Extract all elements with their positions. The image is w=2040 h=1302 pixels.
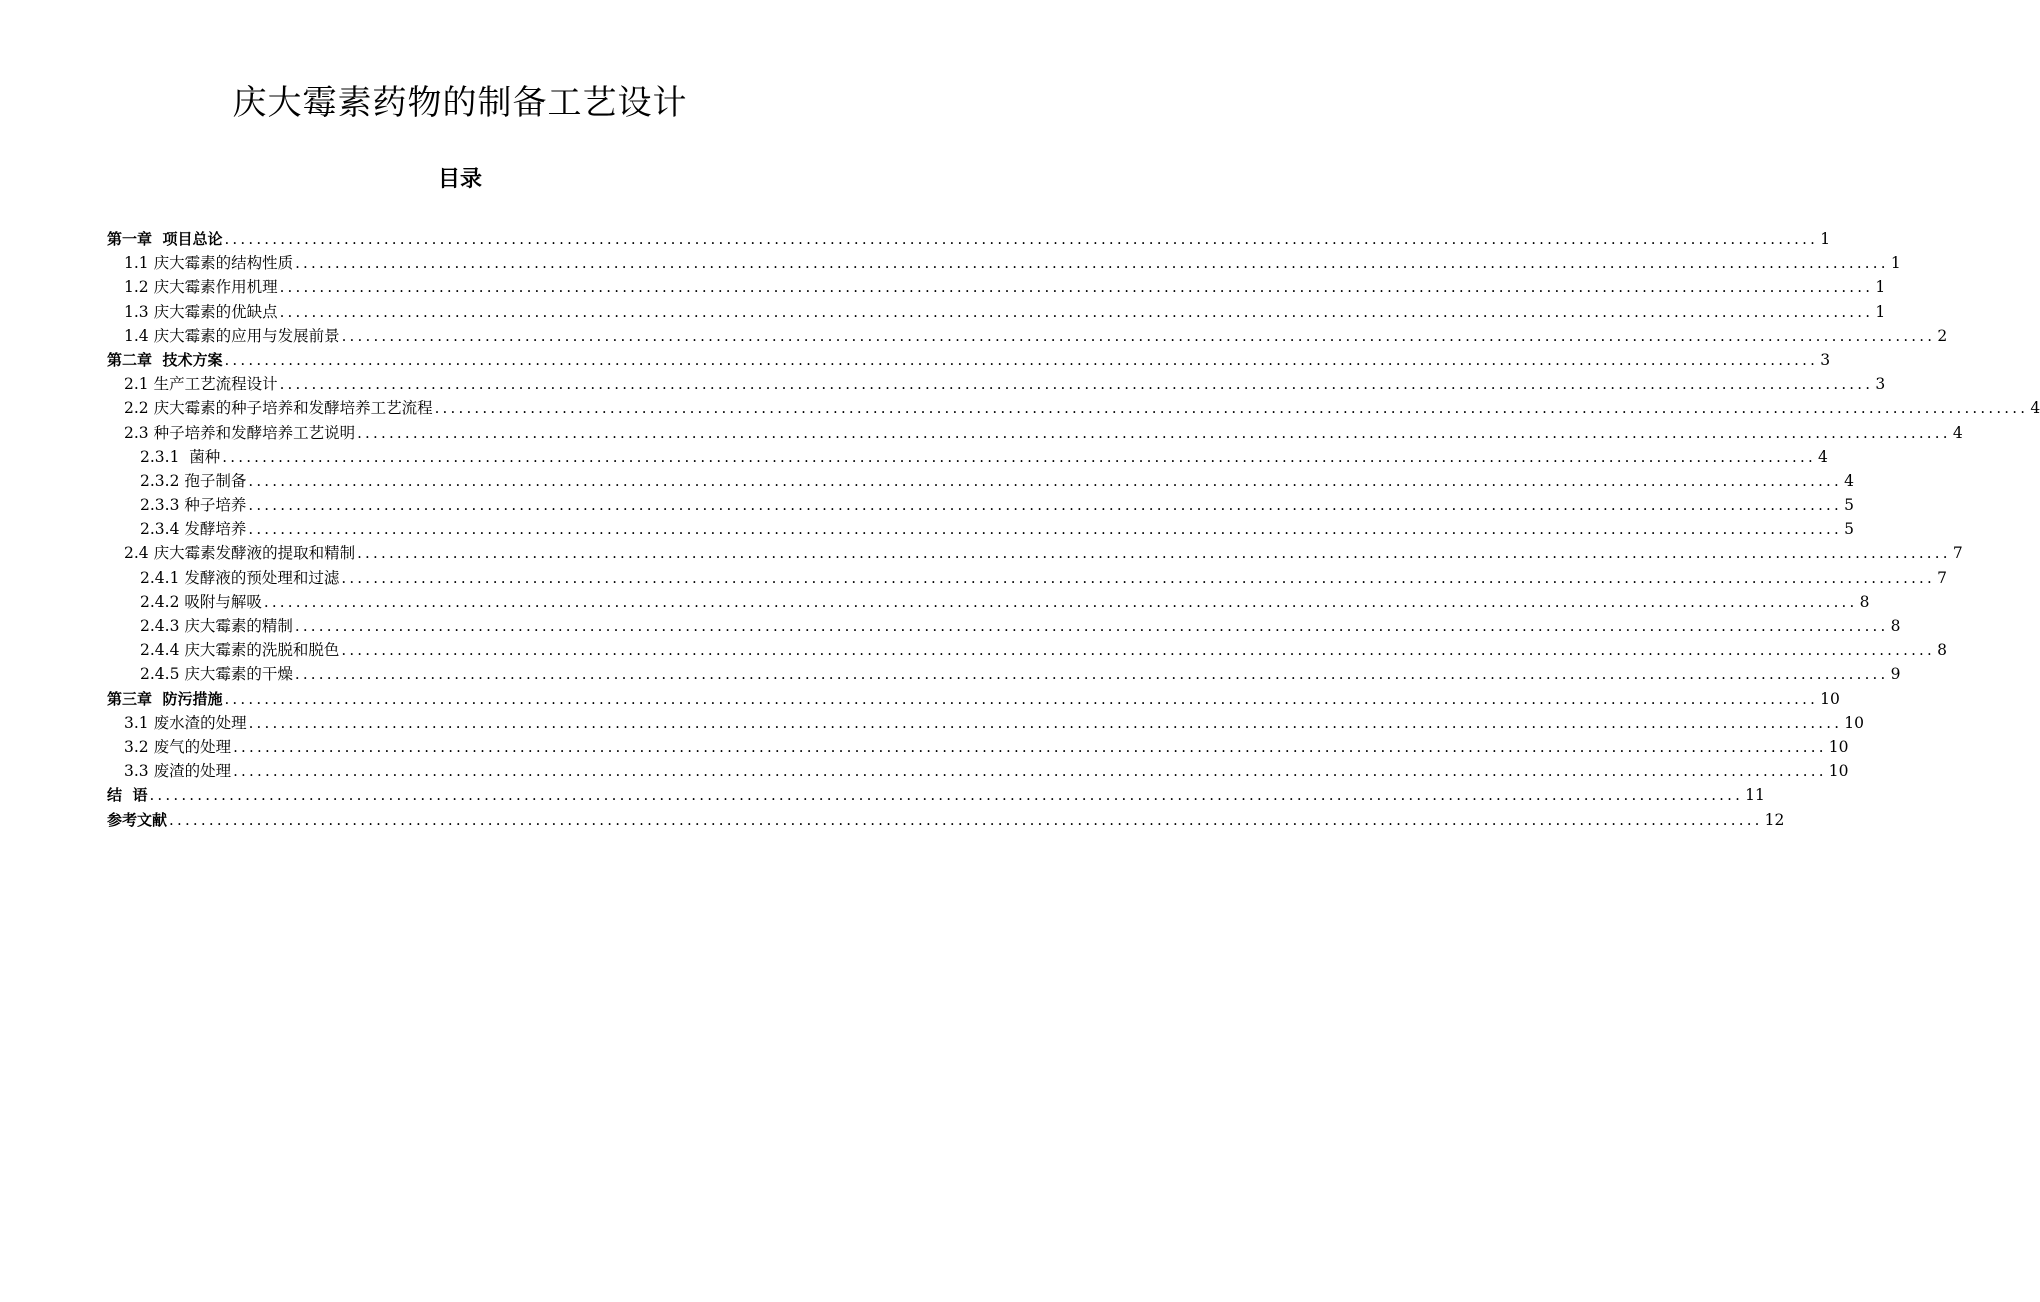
toc-leader-dots: ........................................................................................................................................................................................................ [224,230,1819,248]
toc-page-number: 4 [1818,447,1828,466]
toc-entry-label: 第三章 防污措施 [107,689,223,708]
toc-entry-label: 1.4 庆大霉素的应用与发展前景 [124,326,340,345]
toc-subsection-entry[interactable] [107,493,1854,517]
toc-page-number: 1 [1875,302,1886,321]
toc-page-number: 1 [1890,254,1901,273]
toc-leader-dots: ........................................................................................................................................................................................................ [233,737,1827,756]
toc-section-entry[interactable] [107,275,1886,299]
toc-subsection-entry[interactable] [107,517,1854,541]
toc-page-number: 1 [1820,230,1831,248]
toc-section-entry[interactable] [107,300,1886,324]
toc-page-number: 5 [1844,520,1854,539]
toc-entry-label: 结 语 [107,786,148,805]
toc-page-number: 8 [1937,641,1947,660]
toc-page-number: 7 [1937,568,1947,587]
toc-entry-label: 2.3.1 菌种 [140,447,221,466]
toc-leader-dots: ........................................................................................................................................................................................................ [341,326,1936,345]
toc-chapter-entry[interactable] [107,808,1785,832]
toc-leader-dots: ........................................................................................................................................................................................................ [357,544,1951,563]
toc-leader-dots: ........................................................................................................................................................................................................ [279,278,1874,297]
toc-entry-label: 2.4.3 庆大霉素的精制 [140,617,293,635]
toc-leader-dots: ........................................................................................................................................................................................................ [248,713,1843,732]
toc-entry-label: 3.2 废气的处理 [124,737,232,756]
toc-entry-label: 1.2 庆大霉素作用机理 [124,278,278,297]
toc-chapter-entry[interactable] [107,783,1765,807]
toc-page-number: 1 [1875,278,1886,297]
toc-entry-label: 3.3 废渣的处理 [124,762,232,781]
toc-page-number: 3 [1875,375,1886,394]
toc-entry-label: 3.1 废水渣的处理 [124,713,247,732]
toc-page-number: 10 [1844,713,1864,732]
toc-subsection-entry[interactable] [107,638,1947,662]
toc-heading: 目录 [437,167,482,192]
toc-leader-dots: ........................................................................................................................................................................................................ [233,762,1827,781]
toc-section-entry[interactable] [107,251,1901,275]
toc-entry-label: 2.4.1 发酵液的预处理和过滤 [140,568,340,587]
toc-leader-dots: ........................................................................................................................................................................................................ [224,350,1819,369]
toc-leader-dots: ........................................................................................................................................................................................................ [294,665,1889,684]
table-of-contents [107,227,2040,832]
toc-subsection-entry[interactable] [107,469,1854,493]
toc-leader-dots: ........................................................................................................................................................................................................ [434,399,2029,418]
toc-entry-label: 2.4.4 庆大霉素的洗脱和脱色 [140,641,340,660]
toc-section-entry[interactable] [107,396,2040,420]
toc-leader-dots: ........................................................................................................................................................................................................ [224,689,1819,708]
toc-leader-dots: ........................................................................................................................................................................................................ [149,786,1744,805]
toc-leader-dots: ........................................................................................................................................................................................................ [357,423,1951,442]
toc-leader-dots: ........................................................................................................................................................................................................ [295,254,1889,273]
toc-entry-label: 1.1 庆大霉素的结构性质 [124,254,294,273]
toc-page-number: 10 [1828,737,1849,756]
toc-section-entry[interactable] [107,711,1864,735]
toc-page-number: 12 [1764,810,1785,829]
toc-page-number: 10 [1820,689,1840,708]
toc-entry-label: 2.1 生产工艺流程设计 [124,375,278,394]
toc-chapter-entry[interactable] [107,348,1831,372]
toc-section-entry[interactable] [107,759,1849,783]
toc-page-number: 7 [1952,544,1963,563]
toc-page-number: 3 [1820,350,1831,369]
toc-subsection-entry[interactable] [107,614,1901,638]
toc-chapter-entry[interactable] [107,227,1831,251]
toc-leader-dots: ........................................................................................................................................................................................................ [263,592,1858,611]
toc-entry-label: 2.4 庆大霉素发酵液的提取和精制 [124,544,356,563]
toc-leader-dots: ........................................................................................................................................................................................................ [248,471,1842,490]
toc-leader-dots: ........................................................................................................................................................................................................ [279,375,1874,394]
toc-entry-label: 2.4.2 吸附与解吸 [140,592,262,611]
toc-section-entry[interactable] [107,372,1886,396]
toc-section-entry[interactable] [107,421,1963,445]
toc-chapter-entry[interactable] [107,687,1840,711]
document-title: 庆大霉素药物的制备工艺设计 [232,83,688,123]
toc-page-number: 2 [1937,326,1948,345]
toc-leader-dots: ........................................................................................................................................................................................................ [294,617,1889,635]
toc-leader-dots: ........................................................................................................................................................................................................ [169,810,1763,829]
toc-subsection-entry[interactable] [107,566,1947,590]
toc-page-number: 11 [1745,786,1765,805]
toc-entry-label: 2.3.2 孢子制备 [140,471,247,490]
toc-leader-dots: ........................................................................................................................................................................................................ [341,641,1935,660]
toc-entry-label: 2.2 庆大霉素的种子培养和发酵培养工艺流程 [124,399,433,418]
toc-page-number: 4 [1952,423,1963,442]
toc-section-entry[interactable] [107,735,1849,759]
toc-section-entry[interactable] [107,541,1963,565]
toc-leader-dots: ........................................................................................................................................................................................................ [248,496,1842,515]
toc-entry-label: 2.4.5 庆大霉素的干燥 [140,665,293,684]
toc-subsection-entry[interactable] [107,445,1828,469]
toc-page-number: 8 [1890,617,1901,635]
toc-page-number: 10 [1828,762,1849,781]
toc-entry-label: 2.3 种子培养和发酵培养工艺说明 [124,423,356,442]
toc-entry-label: 参考文献 [107,810,168,829]
toc-leader-dots: ........................................................................................................................................................................................................ [248,520,1842,539]
toc-entry-label: 第二章 技术方案 [107,350,223,369]
toc-section-entry[interactable] [107,324,1948,348]
toc-entry-label: 第一章 项目总论 [107,230,223,248]
toc-subsection-entry[interactable] [107,662,1901,686]
toc-entry-label: 2.3.4 发酵培养 [140,520,247,539]
toc-page-number: 4 [2030,399,2040,418]
toc-leader-dots: ........................................................................................................................................................................................................ [222,447,1816,466]
toc-entry-label: 1.3 庆大霉素的优缺点 [124,302,278,321]
toc-page-number: 8 [1859,592,1870,611]
toc-page-number: 5 [1844,496,1854,515]
toc-entry-label: 2.3.3 种子培养 [140,496,247,515]
toc-subsection-entry[interactable] [107,590,1870,614]
toc-page-number: 4 [1844,471,1854,490]
toc-leader-dots: ........................................................................................................................................................................................................ [341,568,1935,587]
toc-leader-dots: ........................................................................................................................................................................................................ [279,302,1874,321]
toc-page-number: 9 [1890,665,1901,684]
